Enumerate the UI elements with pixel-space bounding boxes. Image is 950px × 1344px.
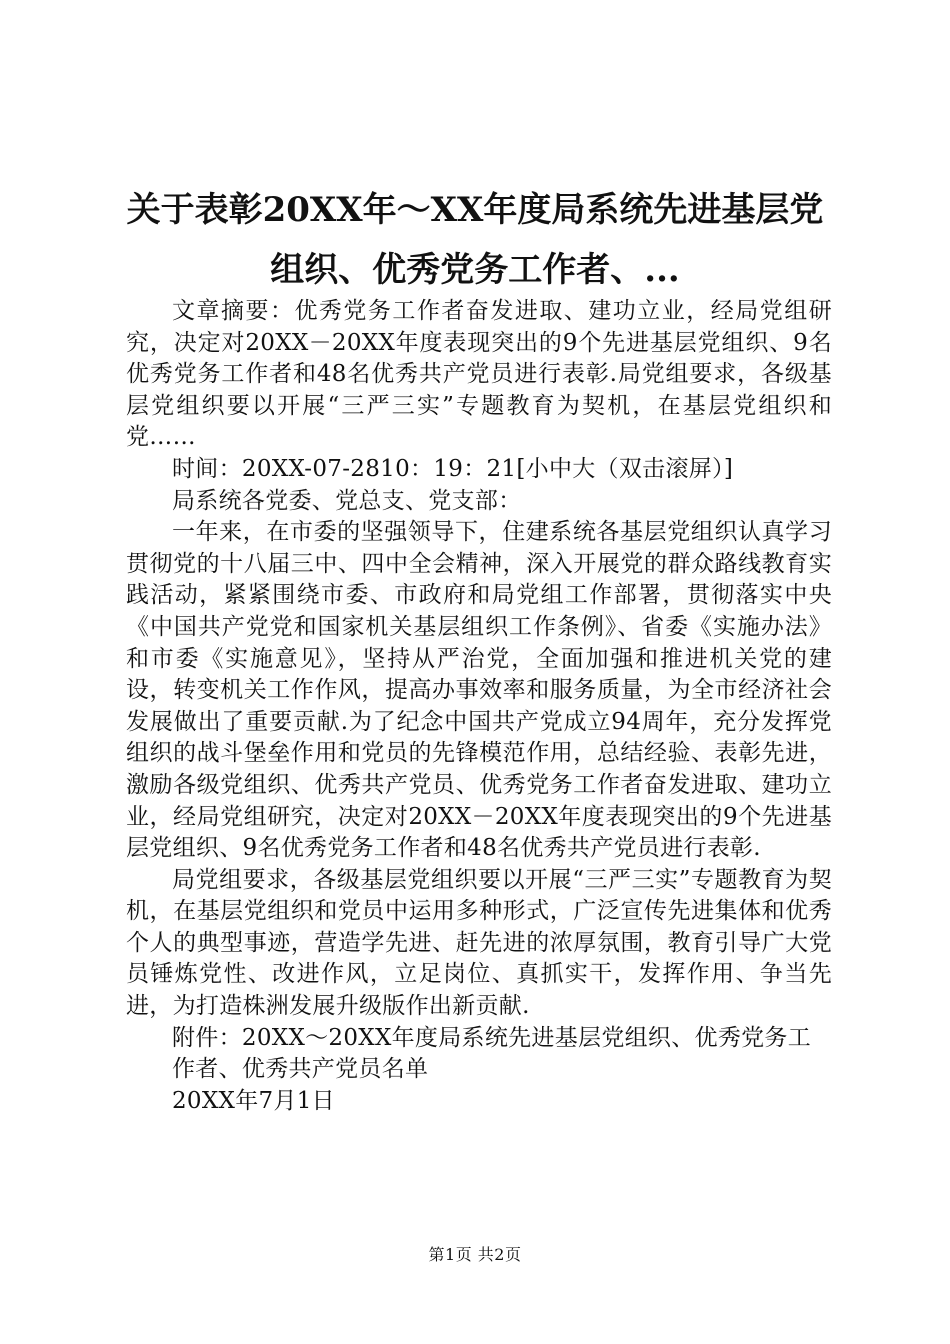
page-number-footer: 第1页 共2页 <box>428 1245 522 1264</box>
body-paragraph-2: 局党组要求，各级基层党组织要以开展“三严三实”专题教育为契机，在基层党组织和党员中运用多种形式，广泛宣传先进集体和优秀个人的典型事迹，营造学先进、赶先进的浓厚氛围，教育引导广大党员锤炼党性、改进作风，立足岗位、真抓实干，发挥作用、争当先进，为打造株洲发展升级版作出新贡献. <box>126 866 832 1020</box>
salutation: 局系统各党委、党总支、党支部： <box>172 487 522 514</box>
document-title-line-1: 关于表彰20XX年～XX年度局系统先进基层党 <box>126 190 824 230</box>
timestamp-line: 时间：20XX-07-2810：19：21[小中大（双击滚屏）] <box>172 455 734 482</box>
abstract-paragraph: 文章摘要：优秀党务工作者奋发进取、建功立业，经局党组研究，决定对20XX－20XX年度表现突出的9个先进基层党组织、9名优秀党务工作者和48名优秀共产党员进行表彰.局党组要求，各级基层党组织要以开展“三严三实”专题教育为契机，在基层党组织和党…… <box>126 298 832 451</box>
document-date: 20XX年7月1日 <box>172 1087 335 1114</box>
body-paragraph-1: 一年来，在市委的坚强领导下，住建系统各基层党组织认真学习贯彻党的十八届三中、四中全会精神，深入开展党的群众路线教育实践活动，紧紧围绕市委、市政府和局党组工作部署，贯彻落实中央《中国共产党党和国家机关基层组织工作条例》、省委《实施办法》和市委《实施意见》，坚持从严治党，全面加强和推进机关党的建设，转变机关工作作风，提高办事效率和服务质量，为全市经济社会发展做出了重要贡献.为了纪念中国共产党成立94周年，充分发挥党组织的战斗堡垒作用和党员的先锋模范作用，总结经验、表彰先进，激励各级党组织、优秀共产党员、优秀党务工作者奋发进取、建功立业，经局党组研究，决定对20XX－20XX年度表现突出的9个先进基层党组织、9名优秀党务工作者和48名优秀共产党员进行表彰. <box>126 519 832 862</box>
document-title-line-2: 组织、优秀党务工作者、... <box>270 250 680 290</box>
document-body <box>126 296 832 1117</box>
attachment-line: 附件：20XX～20XX年度局系统先进基层党组织、优秀党务工 <box>172 1024 812 1051</box>
attachment-line-continued: 作者、优秀共产党员名单 <box>172 1056 429 1083</box>
